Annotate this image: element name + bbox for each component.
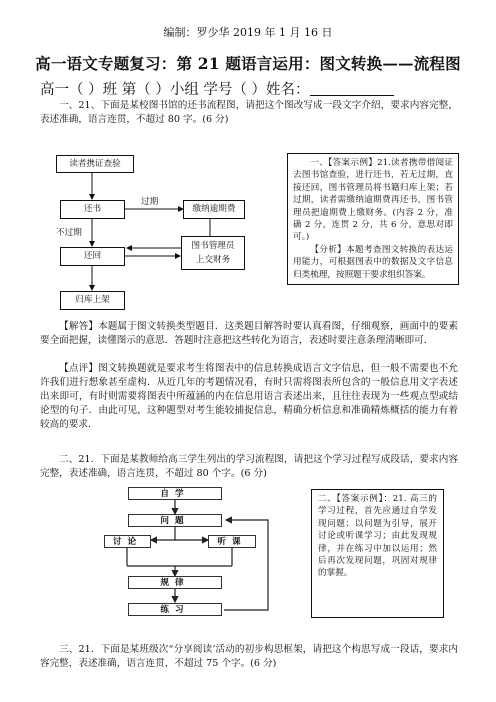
node-rule: 规律 [128,576,222,589]
node-check-card: 读者携证查验 [56,155,134,173]
author-date: 编制：罗少华 2019 年 1 月 16 日 [163,26,333,39]
q3-prompt: 三、21．下面是某班级次“分享阅读’活动的初步构思框架，请把这个构思写成一段话，要求内容完整，表述准确，语言连贯，不超过 75 个字。(6 分) [40,644,458,669]
q1-prompt: 一、21、下面是某校图书馆的还书流程图，请把这个图改写成一段文字介绍，要求内容完整，表述准确，语言连贯，不超过 80 字。(6 分) [40,100,458,125]
arrow-practice-loop [224,520,268,610]
student-info-label: 高一（ ）班 第（ ）小组 学号（ ）姓名： [40,82,310,98]
node-librarian-finance: 图书管理员 上交财务 [181,236,245,270]
node-shelve: 归库上架 [60,291,125,310]
q2-answer-text: 二、【答案示例】：21. 高三的学习过程，首先应通过自学发现问题；以问题为引导，展开讨论或听课学习；由此发现规律，并在练习中加以运用；然后再次发现问题，巩固对规律的掌握。 [318,494,437,579]
q1-answer-text: 一、【答案示例】21.读者携带借阅证去图书馆查验，进行还书，若无过期，直接还回，图书管理员将书籍归库上架；若过期，读者需缴纳逾期费再还书，图书管理员把逾期费上缴财务。(内容 2 分，准确 2 分，连贯 2 分，共 6 分，意思对即可。) [293,158,453,243]
node-pay-fee: 缴纳逾期费 [183,200,245,219]
q1-solution: 【解答】本题属于图文转换类型题目．这类题目解答时要认真看图，仔细观察，画面中的要素要全面把握，读懂图示的意思．答题时注意把这些转化为语言，表述时要注意条理清晰即可． [40,321,458,346]
node-returned: 还回 [60,247,125,266]
node-self-study: 自学 [128,487,222,500]
q2-prompt: 二、21．下面是某教师给高三学生列出的学习流程图，请把这个学习过程写成段话，要求内容完整，表述准确，语言连贯，不超过 80 个字。(6 分) [40,454,458,479]
q1-comment: 【点评】图文转换题就是要求考生将图表中的信息转换成语言文字信息，但一般不需要也不允许我们进行想象甚至虚构．从近几年的考题情况看，有时只需将图表所包含的一般信息用文字表述出来即可，有时则需要将图表中所蕴涵的内在信息用语言表述出来，且往往表现为一些观点型或结论型的句子．由此可见，这种题型对考生能较捕捉信息，精确分析信息和准确精炼概括的能力有着较高的要求． [40,363,458,430]
label-not-overdue: 不过期 [56,228,82,238]
page-title: 高一语文专题复习：第 21 题语言运用：图文转换——流程图 [35,54,461,73]
node-question: 问题 [128,514,222,527]
node-practice: 练习 [128,603,222,616]
node-return-book: 还书 [60,200,125,219]
q1-analysis-text: 【分析】本题考查图文转换的表达运用能力，可根据图表中的数据及文字信息归类梳理，按照题干要求组织答案。 [293,244,453,280]
node-discuss: 讨论 [104,535,151,548]
label-overdue: 过期 [141,197,159,207]
q2-answer-box [311,489,444,618]
node-listen: 听课 [208,535,256,548]
